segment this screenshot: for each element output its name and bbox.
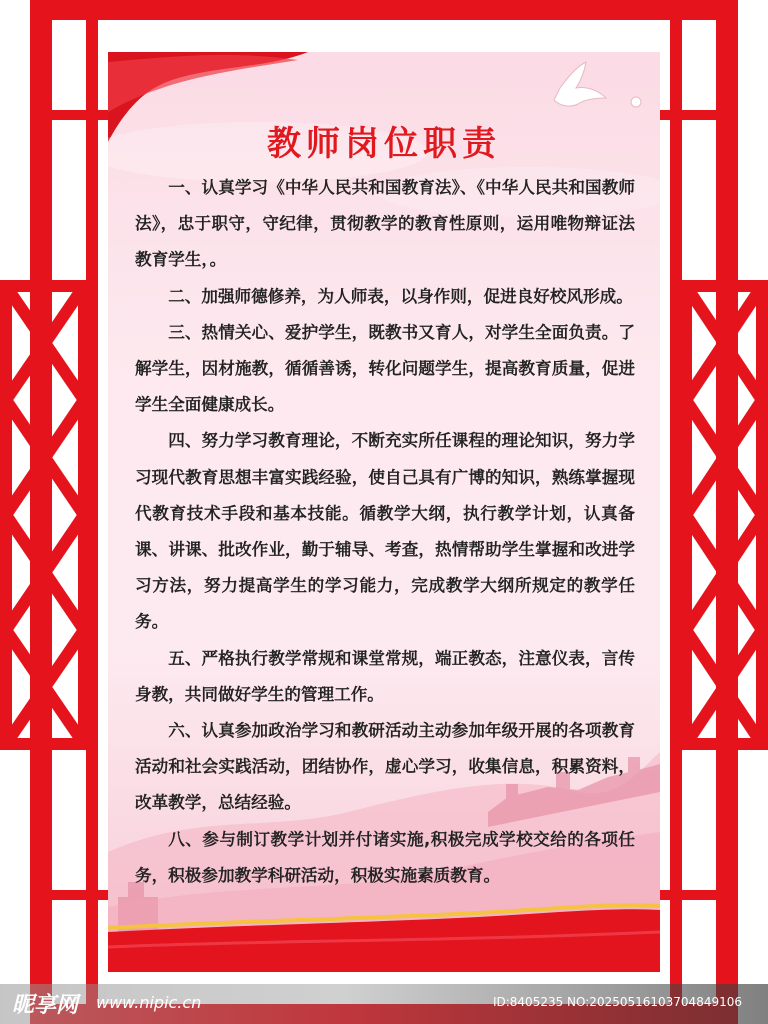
duty-paragraph: 八、参与制订教学计划并付诸实施,积极完成学校交给的各项任务，积极参加教学科研活动，积极实施素质教育。 xyxy=(135,829,635,885)
watermark-site: www.nipic.cn xyxy=(96,993,202,1012)
lattice-ornament-icon xyxy=(0,280,96,750)
watermark-logo: 昵享网 xyxy=(12,992,79,1018)
duty-paragraph: 三、热情关心、爱护学生，既教书又育人，对学生全面负责。了解学生，因材施教，循循善诱，转化问题学生，提高教育质量，促进学生全面健康成长。 xyxy=(135,322,635,415)
watermark-bar xyxy=(0,984,768,1024)
duty-paragraph: 四、努力学习教育理论，不断充实所任课程的理论知识，努力学习现代教育思想丰富实践经验，使自己具有广博的知识，熟练掌握现代教育技术手段和基本技能。循教学大纲，执行教学计划，认真备课、讲课、批改作业，勤于辅导、考查，热情帮助学生掌握和改进学习方法，努力提高学生的学习能力，完成教学大纲所规定的教学任务。 xyxy=(135,431,635,632)
page-title: 教师岗位职责 xyxy=(267,124,501,164)
duty-paragraph: 五、严格执行教学常规和课堂常规，端正教态，注意仪表，言传身教，共同做好学生的管理工作。 xyxy=(135,648,635,704)
duty-paragraph: 六、认真参加政治学习和教研活动主动参加年级开展的各项教育活动和社会实践活动，团结协作，虚心学习，收集信息，积累资料，改革教学，总结经验。 xyxy=(135,721,635,813)
duty-paragraph: 一、认真学习《中华人民共和国教育法》、《中华人民共和国教师法》，忠于职守，守纪律，贯彻教学的教育性原则，运用唯物辩证法教育学生，。 xyxy=(135,178,635,270)
watermark-id: ID:8405235 NO:20250516103704849106 xyxy=(492,995,742,1009)
lattice-ornament-icon xyxy=(680,280,768,750)
duty-paragraph: 二、加强师德修养，为人师表，以身作则，促进良好校风形成。 xyxy=(168,286,633,306)
duties-list xyxy=(135,170,635,894)
dove-icon xyxy=(554,62,641,107)
notice-board xyxy=(108,52,660,972)
frame-top xyxy=(30,0,738,20)
